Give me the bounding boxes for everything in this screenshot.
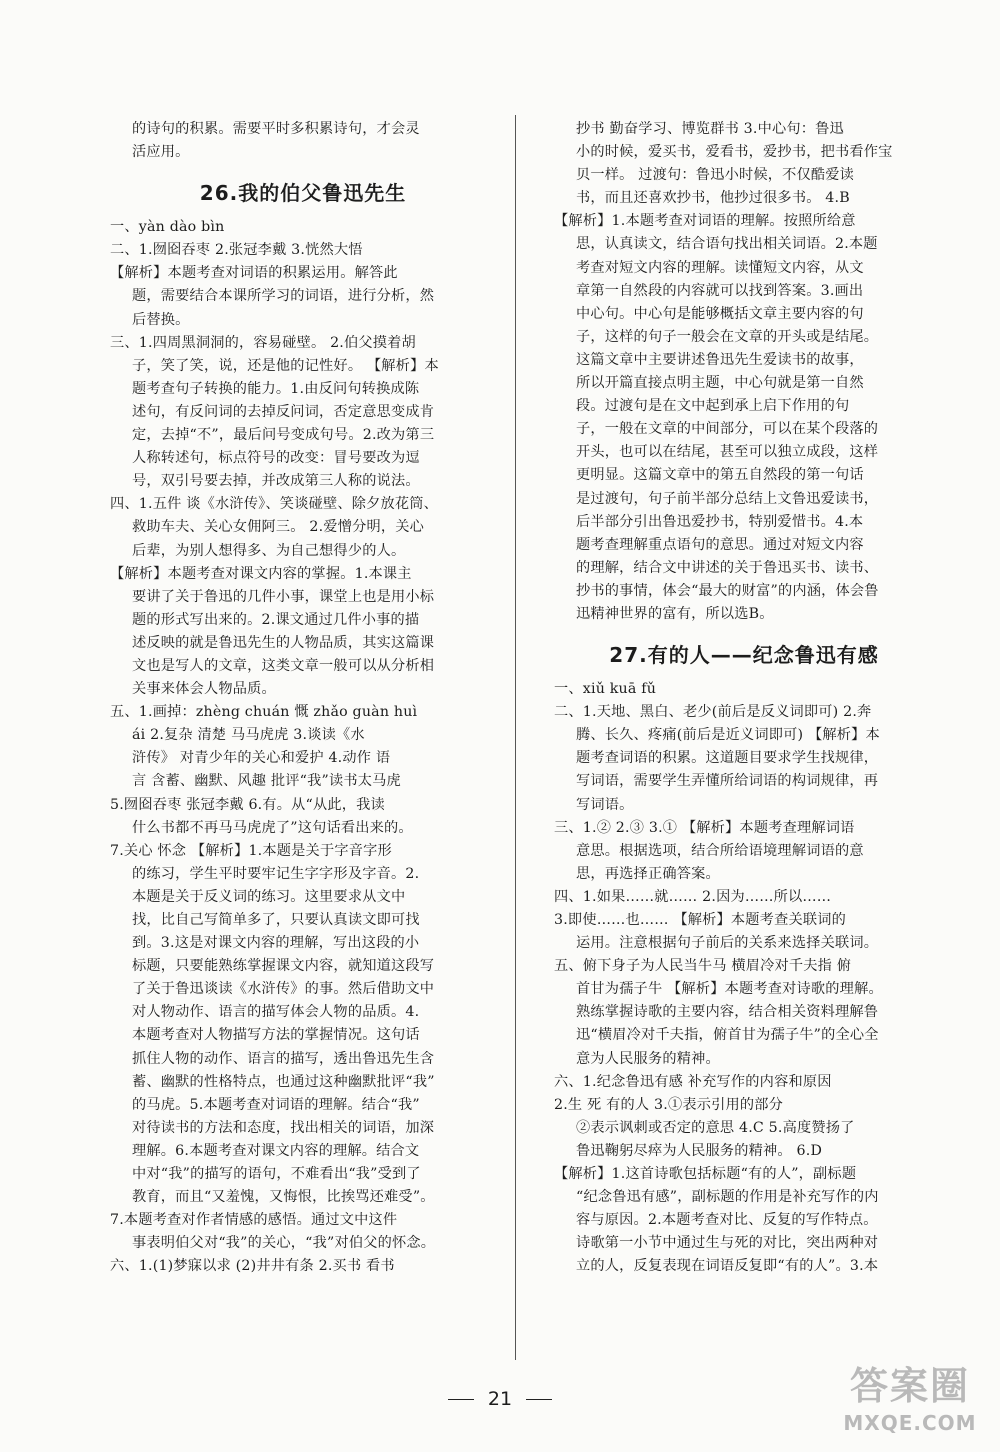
text-line: ②表示讽刺或否定的意思 4.C 5.高度赞扬了 — [576, 1119, 855, 1136]
text-line: 【解析】1.这首诗歌包括标题“有的人”，副标题 — [554, 1166, 857, 1183]
text-line: 言 含蓄、幽默、风趣 批评“我”读书太马虎 — [132, 773, 401, 790]
text-line: 腾、长久、疼痛(前后是近义词即可) 【解析】本 — [576, 727, 880, 744]
text-line: 救助车夫、关心女佣阿三。 2.爱憎分明，关心 — [132, 519, 425, 536]
text-line: 抄书的事情，体会“最大的财富”的内涵，体会鲁 — [576, 582, 879, 599]
text-line: 标题，只要能熟练掌握课文内容，就知道这段写 — [132, 958, 435, 975]
text-line: 运用。注意根据句子前后的关系来选择关联词。 — [576, 935, 879, 952]
text-line: 的诗句的积累。需要平时多积累诗句，才会灵 — [132, 121, 420, 137]
watermark-logo — [830, 1360, 990, 1446]
text-line: 写词语，需要学生弄懂所给词语的构词规律，再 — [576, 773, 879, 790]
text-line: 意思。根据选项，结合所给语境理解词语的意 — [576, 842, 864, 859]
page-number-dash-left — [448, 1399, 474, 1400]
text-line: 四、1.五件 谈《水浒传》、笑谈碰壁、除夕放花筒、 — [110, 496, 439, 513]
text-line: 小的时候，爱买书，爱看书，爱抄书，把书看作宝 — [576, 144, 893, 161]
text-line: 中心句。中心句是能够概括文章主要内容的句 — [576, 305, 864, 322]
text-line: 容与原因。2.本题考查对比、反复的写作特点。 — [576, 1212, 878, 1229]
text-line: 首甘为孺子牛 【解析】本题考查对诗歌的理解。 — [576, 981, 883, 998]
text-line: 蓄、幽默的性格特点，也通过这种幽默批评“我” — [132, 1073, 435, 1090]
text-line: 三、1.② 2.③ 3.① 【解析】本题考查理解词语 — [554, 819, 855, 836]
text-line: 一、xiǔ kuā fǔ — [554, 681, 657, 698]
text-line: 二、1.天地、黑白、老少(前后是反义词即可) 2.奔 — [554, 704, 872, 721]
text-line: 事表明伯父对“我”的关心，“我”对伯父的怀念。 — [132, 1235, 436, 1252]
text-line: 活应用。 — [132, 144, 190, 161]
text-line: 述反映的就是鲁迅先生的人物品质，其实这篇课 — [132, 634, 435, 651]
text-line: 熟练掌握诗歌的主要内容，结合相关资料理解鲁 — [576, 1004, 879, 1021]
text-line: 2.生 死 有的人 3.①表示引用的部分 — [554, 1096, 784, 1113]
text-line: 的理解，结合文中讲述的关于鲁迅买书、读书、 — [576, 559, 879, 576]
text-line: 浒传》 对青少年的关心和爱护 4.动作 语 — [132, 750, 391, 767]
text-line: 定，去掉“不”，最后问号变成句号。2.改为第三 — [132, 427, 435, 444]
text-line: 意为人民服务的精神。 — [576, 1050, 720, 1067]
right-column — [554, 118, 934, 1279]
text-line: 7.本题考查对作者情感的感悟。通过文中这件 — [110, 1212, 398, 1229]
text-line: 立的人，反复表现在词语反复即“有的人”。3.本 — [576, 1258, 879, 1275]
page-number-value: 21 — [487, 1388, 513, 1410]
text-line: 【解析】本题考查对词语的积累运用。解答此 — [110, 265, 398, 282]
text-line: 子，一般在文章的中间部分，可以在某个段落的 — [576, 421, 879, 438]
text-line: 四、1.如果……就…… 2.因为……所以…… — [554, 888, 832, 905]
text-line: 题考查词语的积累。这道题目要求学生找规律， — [576, 750, 879, 767]
text-line: 的马虎。5.本题考查对词语的理解。结合“我” — [132, 1096, 420, 1113]
text-line: 后辈，为别人想得多、为自己想得少的人。 — [132, 542, 406, 559]
text-line: 人称转述句，标点符号的改变：冒号要改为逗 — [132, 450, 420, 467]
text-line: 子，笑了笑，说，还是他的记性好。 【解析】本 — [132, 357, 439, 374]
right-lines-before — [554, 118, 934, 626]
text-line: 了关于鲁迅谈读《水浒传》的事。然后借助文中 — [132, 981, 435, 998]
text-line: 【解析】1.本题考查对词语的理解。按照所给意 — [554, 213, 856, 230]
text-line: 中对“我”的描写的语句，不难看出“我”受到了 — [132, 1166, 421, 1183]
text-line: 迅精神世界的富有，所以选B。 — [576, 605, 774, 622]
left-lines-after — [110, 216, 496, 1278]
text-line: 抓住人物的动作、语言的描写，透出鲁迅先生含 — [132, 1050, 435, 1067]
text-line: 二、1.囫囵吞枣 2.张冠李戴 3.恍然大悟 — [110, 242, 363, 259]
text-line: 号，双引号要去掉，并改成第三人称的说法。 — [132, 473, 420, 490]
watermark-top-text: 答案圈 — [849, 1364, 970, 1408]
lesson-27-heading: 27.有的人——纪念鲁迅有感 — [609, 643, 879, 668]
text-line: 贝一样。 过渡句：鲁迅小时候，不仅酷爱读 — [576, 167, 855, 184]
text-line: 题考查句子转换的能力。1.由反问句转换成陈 — [132, 380, 420, 397]
text-line: 考查对短文内容的理解。读懂短文内容，从文 — [576, 259, 864, 276]
text-line: 这篇文章中主要讲述鲁迅先生爱读书的故事， — [576, 351, 864, 368]
column-divider — [515, 115, 516, 1360]
text-line: 诗歌第一小节中通过生与死的对比，突出两种对 — [576, 1235, 879, 1252]
text-line: 是过渡句，句子前半部分总结上文鲁迅爱读书， — [576, 490, 879, 507]
text-line: 的练习，学生平时要牢记生字字形及字音。2. — [132, 865, 420, 882]
text-line: 书，而且还喜欢抄书，他抄过很多书。 4.B — [576, 190, 850, 207]
text-line: 3.即使……也…… 【解析】本题考查关联词的 — [554, 912, 847, 928]
text-line: 本题是关于反义词的练习。这里要求从文中 — [132, 888, 406, 905]
text-line: 7.关心 怀念 【解析】1.本题是关于字音字形 — [110, 842, 392, 859]
text-line: 题考查理解重点语句的意思。通过对短文内容 — [576, 536, 864, 553]
text-line: ái 2.复杂 清楚 马马虎虎 3.谈读《水 — [132, 727, 365, 744]
text-line: 对待读书的方法和态度，找出相关的词语，加深 — [132, 1119, 435, 1136]
left-column — [110, 118, 496, 1279]
text-line: 子，这样的句子一般会在文章的开头或是结尾。 — [576, 328, 879, 345]
text-line: 章第一自然段的内容就可以找到答案。3.画出 — [576, 282, 864, 299]
text-line: 文也是写人的文章，这类文章一般可以从分析相 — [132, 657, 435, 674]
text-line: 抄书 勤奋学习、博览群书 3.中心句：鲁迅 — [576, 121, 844, 137]
text-line: 思，再选择正确答案。 — [576, 865, 720, 882]
text-line: 教育，而且“又羞愧，又悔恨，比挨骂还难受”。 — [132, 1189, 435, 1206]
watermark-bottom-text: MXQE.COM — [843, 1411, 977, 1435]
text-line: 思，认真读文，结合语句找出相关词语。2.本题 — [576, 236, 878, 253]
text-line: 三、1.四周黑洞洞的，容易碰壁。 2.伯父摸着胡 — [110, 334, 416, 351]
text-line: 关事来体会人物品质。 — [132, 681, 276, 698]
text-line: 五、俯下身子为人民当牛马 横眉冷对千夫指 俯 — [554, 958, 852, 975]
text-line: 六、1.(1)梦寐以求 (2)井井有条 2.买书 看书 — [110, 1258, 395, 1275]
text-line: 5.囫囵吞枣 张冠李戴 6.有。从“从此，我读 — [110, 796, 385, 813]
left-lines-before — [110, 118, 496, 164]
right-lines-after — [554, 678, 934, 1278]
text-line: 找，比自己写简单多了，只要认真读文即可找 — [132, 912, 420, 928]
text-line: 一、yàn dào bìn — [110, 219, 225, 236]
text-line: 后替换。 — [132, 311, 190, 328]
text-line: 更明显。这篇文章中的第五自然段的第一句话 — [576, 467, 864, 484]
text-line: 所以开篇直接点明主题，中心句就是第一自然 — [576, 375, 864, 392]
text-line: 要讲了关于鲁迅的几件小事，课堂上也是用小标 — [132, 588, 435, 605]
text-line: 述句，有反问词的去掉反问词，否定意思变成肯 — [132, 403, 435, 420]
text-line: 开头，也可以在结尾，甚至可以独立成段，这样 — [576, 444, 879, 461]
text-line: 什么书都不再马马虎虎了”这句话看出来的。 — [132, 819, 413, 836]
text-line: 迅“横眉冷对千夫指，俯首甘为孺子牛”的全心全 — [576, 1027, 879, 1044]
text-line: 对人物动作、语言的描写体会人物的品质。4. — [132, 1004, 420, 1021]
text-line: 题的形式写出来的。2.课文通过几件小事的描 — [132, 611, 420, 628]
text-line: 写词语。 — [576, 796, 634, 813]
text-line: 段。过渡句是在文中起到承上启下作用的句 — [576, 398, 850, 415]
text-line: 题，需要结合本课所学习的词语，进行分析，然 — [132, 288, 435, 305]
lesson-26-heading: 26.我的伯父鲁迅先生 — [199, 181, 407, 206]
text-line: 到。3.这是对课文内容的理解，写出这段的小 — [132, 935, 420, 952]
text-line: 五、1.画掉：zhèng chuán 慨 zhǎo guàn huì — [110, 704, 418, 721]
text-line: 六、1.纪念鲁迅有感 补充写作的内容和原因 — [554, 1073, 832, 1090]
page-number-dash-right — [526, 1399, 552, 1400]
text-line: 本题考查对人物描写方法的掌握情况。这句话 — [132, 1027, 420, 1044]
text-line: 理解。6.本题考查对课文内容的理解。结合文 — [132, 1142, 420, 1159]
text-line: 后半部分引出鲁迅爱抄书，特别爱惜书。4.本 — [576, 513, 864, 530]
text-line: “纪念鲁迅有感”，副标题的作用是补充写作的内 — [576, 1189, 879, 1206]
text-line: 鲁迅鞠躬尽瘁为人民服务的精神。 6.D — [576, 1142, 823, 1159]
text-line: 【解析】本题考查对课文内容的掌握。1.本课主 — [110, 565, 412, 582]
